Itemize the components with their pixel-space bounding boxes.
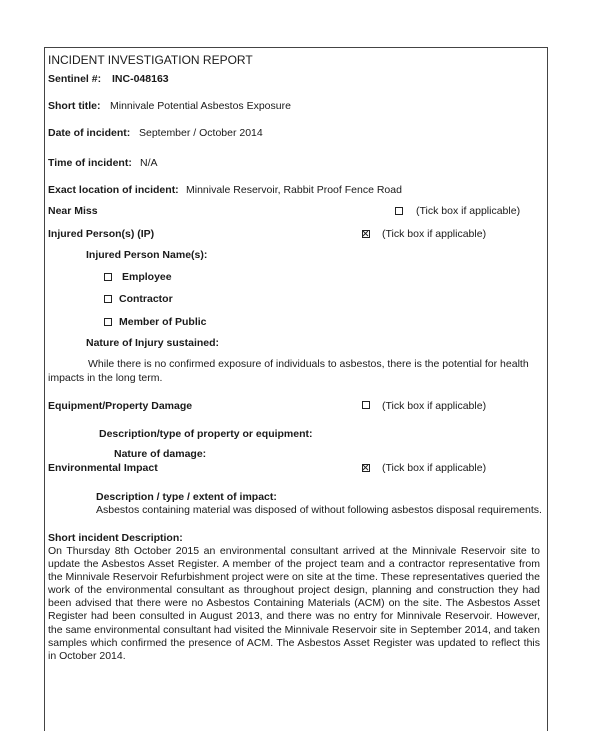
location-label: Exact location of incident: xyxy=(48,184,179,196)
equipment-label: Equipment/Property Damage xyxy=(48,400,193,412)
date-label: Date of incident: xyxy=(48,127,131,139)
injury-line-2: impacts in the long term. xyxy=(48,372,163,384)
contractor-checkbox[interactable] xyxy=(104,295,112,303)
public-checkbox[interactable] xyxy=(104,318,112,326)
time-label: Time of incident: xyxy=(48,157,132,169)
employee-checkbox[interactable] xyxy=(104,273,112,281)
near-miss-tick-text: (Tick box if applicable) xyxy=(416,205,521,217)
employee-label: Employee xyxy=(122,271,172,283)
equipment-tick-text: (Tick box if applicable) xyxy=(382,400,487,412)
property-desc-label: Description/type of property or equipment: xyxy=(99,428,313,440)
time-value: N/A xyxy=(140,157,158,169)
short-title-value: Minnivale Potential Asbestos Exposure xyxy=(110,100,291,112)
env-tick-text: (Tick box if applicable) xyxy=(382,462,487,474)
injured-label: Injured Person(s) (IP) xyxy=(48,228,155,240)
short-title-label: Short title: xyxy=(48,100,101,112)
short-desc-text: On Thursday 8th October 2015 an environmental consultant arrived at the Minnivale Reservoir site to update the Asbestos Asset Register. A member of the project team and a contractor representative from the Minnivale Reservoir Refurbishment project were on site at the time. These representatives queried the work of the environmental consultant as throughout project design, planning and construction they had been advised that there were no Asbestos Containing Materials (ACM) on the site. The Asbestos Asset Register had been consulted in August 2013, and there was no entry for Minnivale Reservoir. However, the same environmental consultant had visited the Minnivale Reservoir site in September 2014, and taken samples which confirmed the presence of ACM. The Asbestos Asset Register was updated to reflect this in October 2014. xyxy=(48,545,540,662)
damage-nature-label: Nature of damage: xyxy=(114,448,207,460)
env-label: Environmental Impact xyxy=(48,462,158,474)
short-desc-label: Short incident Description: xyxy=(48,532,183,544)
date-value: September / October 2014 xyxy=(139,127,263,139)
impact-desc-value: Asbestos containing material was disposed of without following asbestos disposal requirements. xyxy=(96,504,542,516)
public-label: Member of Public xyxy=(119,316,207,328)
sentinel-label: Sentinel #: xyxy=(48,73,102,85)
sentinel-value: INC-048163 xyxy=(112,73,169,85)
injury-label: Nature of Injury sustained: xyxy=(86,337,220,349)
location-value: Minnivale Reservoir, Rabbit Proof Fence Road xyxy=(186,184,402,196)
equipment-checkbox[interactable] xyxy=(362,401,370,409)
injury-line-1: While there is no confirmed exposure of individuals to asbestos, there is the potential for health xyxy=(88,358,529,370)
injured-tick-text: (Tick box if applicable) xyxy=(382,228,487,240)
impact-desc-label: Description / type / extent of impact: xyxy=(96,491,277,503)
injured-checkbox[interactable] xyxy=(362,230,370,238)
report-heading: INCIDENT INVESTIGATION REPORT xyxy=(48,53,253,67)
injured-names-label: Injured Person Name(s): xyxy=(86,249,208,261)
near-miss-label: Near Miss xyxy=(48,205,98,217)
near-miss-checkbox[interactable] xyxy=(395,207,403,215)
env-checkbox[interactable] xyxy=(362,464,370,472)
contractor-label: Contractor xyxy=(119,293,173,305)
